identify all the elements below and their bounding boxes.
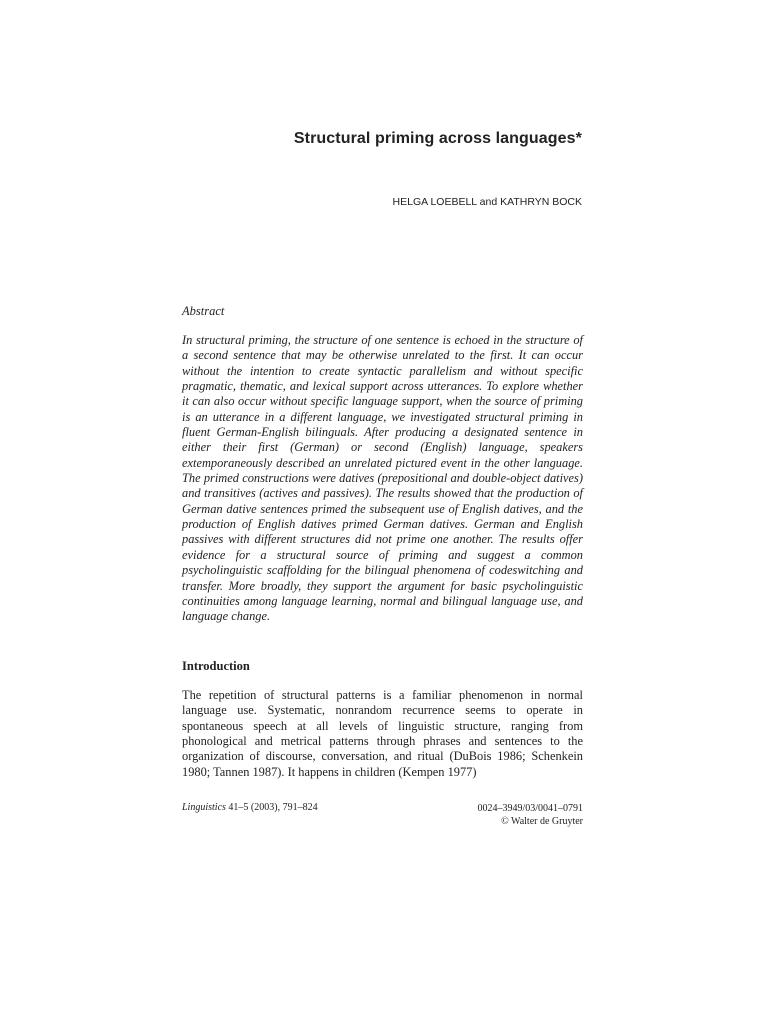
introduction-heading: Introduction — [182, 659, 250, 673]
footer-journal: Linguistics — [182, 802, 226, 813]
paper-authors: HELGA LOEBELL and KATHRYN BOCK — [392, 196, 582, 208]
abstract-text: In structural priming, the structure of one sentence is echoed in the structure of a second sentence that may be otherwise unrelated to the first. It can occur without the intention to create syntactic parallelism and without specific pragmatic, thematic, and lexical support across utterances. To explore whether it can also occur without specific language support, when the source of priming is an utterance in a different language, we investigated structural priming in fluent German-English bilinguals. After producing a designated sentence in either their first (German) or second (English) language, speakers extemporaneously described an unrelated pictured event in the other language. The primed constructions were datives (prepositional and double-object datives) and transitives (actives and passives). The results showed that the production of German dative sentences primed the subsequent use of English datives, and the production of English datives primed German datives. German and English passives with different structures did not prime one another. The results offer evidence for a structural source of priming and suggest a common psycholinguistic scaffolding for the bilingual phenomena of codeswitching and transfer. More broadly, they support the argument for basic psycholinguistic continuities among language learning, normal and bilingual language use, and language change. — [182, 333, 583, 624]
footer-volume: 41–5 (2003), 791–824 — [225, 802, 318, 813]
footer-issn: 0024–3949/03/0041–0791 — [477, 803, 583, 814]
paper-title: Structural priming across languages* — [293, 130, 582, 147]
introduction-text: The repetition of structural patterns is a familiar phenomenon in normal language use. Systematic, nonrandom recurrence seems to operate in spontaneous speech at all levels of linguistic structure, ranging from phonological and metrical patterns through phrases and sentences to the organization of discourse, conversation, and ritual (DuBois 1986; Schenkein 1980; Tannen 1987). It happens in children (Kempen 1977) — [182, 688, 583, 779]
abstract-heading: Abstract — [182, 304, 225, 318]
footer-citation — [182, 802, 318, 813]
footer-copyright: © Walter de Gruyter — [501, 816, 583, 827]
footer-publisher — [477, 802, 583, 828]
